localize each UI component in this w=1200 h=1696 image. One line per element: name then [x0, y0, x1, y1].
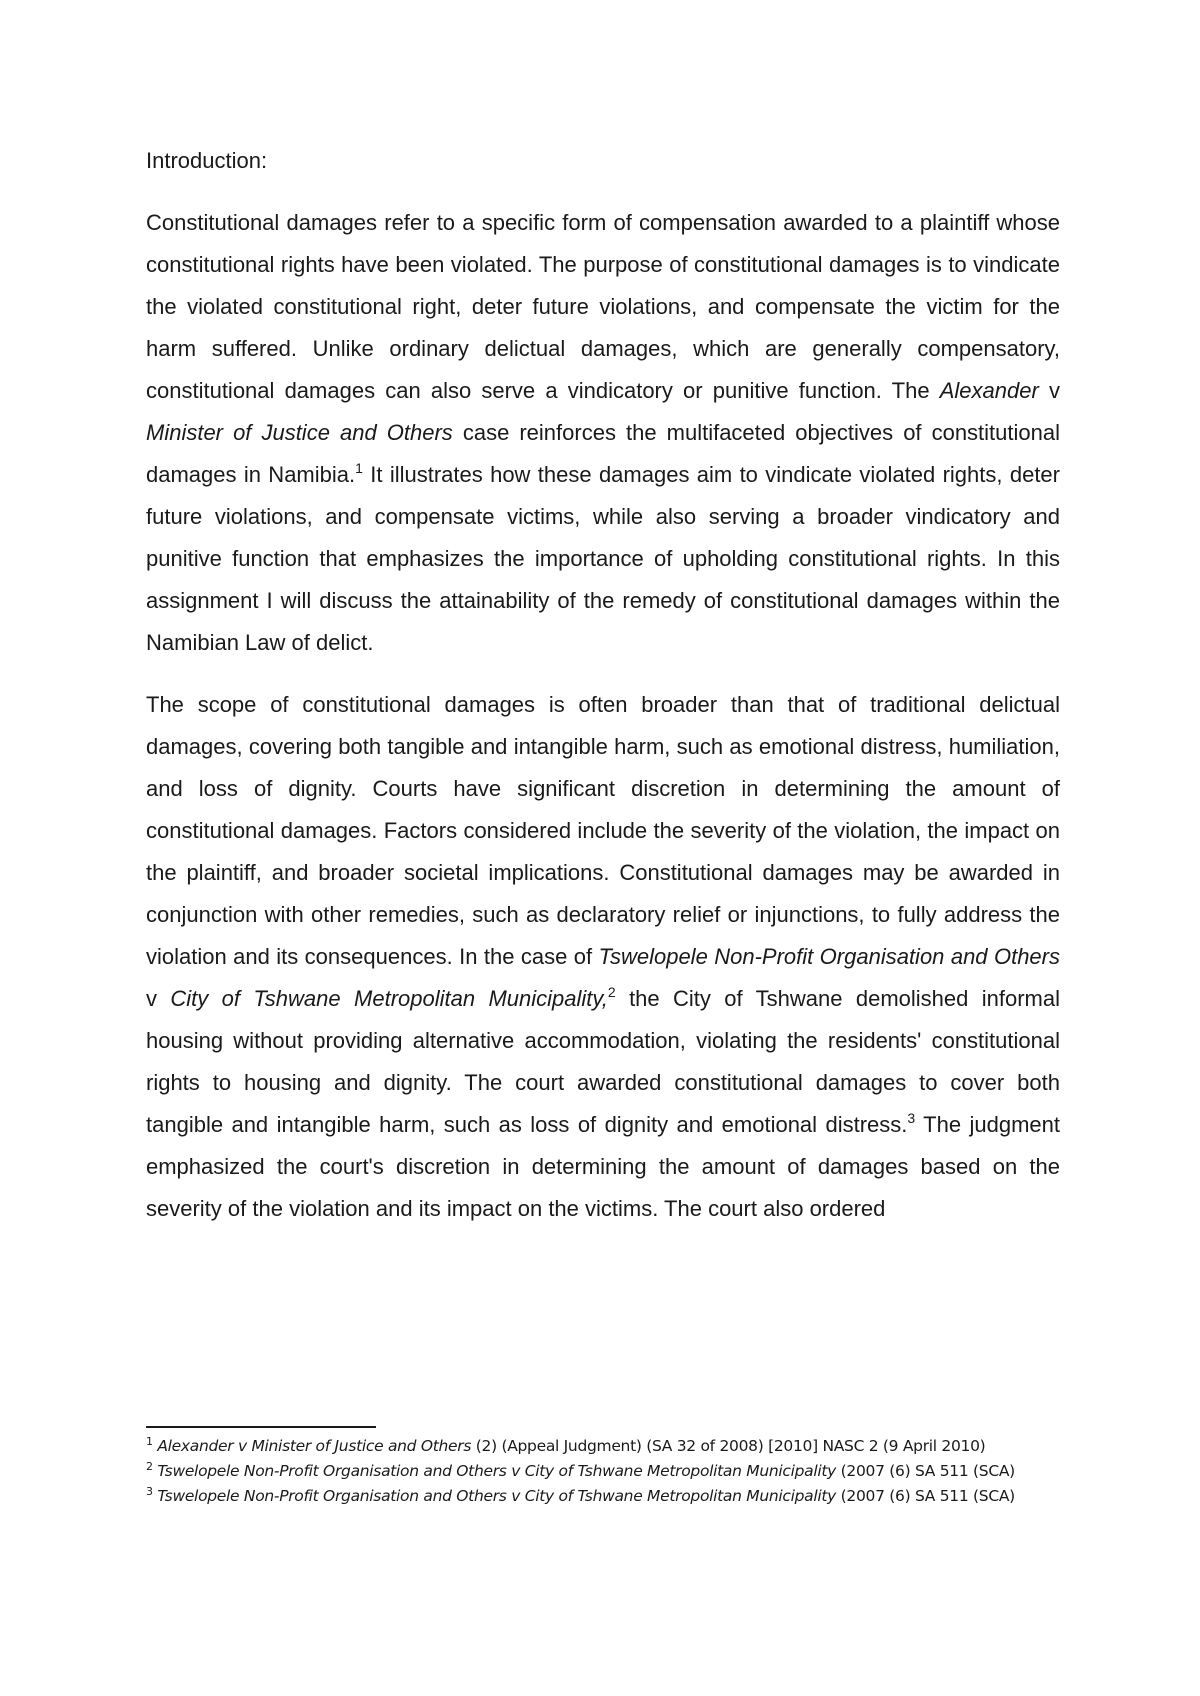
footnote-2-citation: (2007 (6) SA 511 (SCA) — [836, 1462, 1015, 1480]
paragraph-2 — [146, 684, 1060, 1230]
footnote-2-title: Tswelopele Non-Profit Organisation and Others v City of Tshwane Metropolitan Municipality — [157, 1462, 837, 1480]
footnote-number-1: 1 — [146, 1435, 153, 1448]
p1-case-name-a: Alexander — [939, 378, 1039, 403]
p2-text-2: the City of Tshwane demolished informal housing without providing alternative accommodation, violating the residents' constitutional rights to housing and dignity. The court awarded constitutional damages to cover both tangible and intangible harm, such as loss of dignity and emotional distress. — [146, 986, 1060, 1137]
footnote-2 — [146, 1459, 1060, 1484]
p1-text-2: case reinforces the multifaceted objectives of constitutional damages in Namibia. — [146, 420, 1061, 487]
p2-comma: , — [601, 986, 608, 1011]
footnotes-section — [146, 1426, 1060, 1509]
p1-text-1: Constitutional damages refer to a specific form of compensation awarded to a plaintiff whose constitutional rights have been violated. The purpose of constitutional damages is to vindicate the violated constitutional right, deter future violations, and compensate the victim for the harm suffered. Unlike ordinary delictual damages, which are generally compensatory, constitutional damages can also serve a vindicatory or punitive function. The — [146, 210, 1060, 403]
p2-versus: v — [146, 986, 171, 1011]
p2-text-3: The judgment emphasized the court's discretion in determining the amount of damages based on the severity of the violation and its impact on the victims. The court also ordered — [146, 1112, 1060, 1221]
footnote-3 — [146, 1484, 1060, 1509]
p2-case-name-b: City of Tshwane Metropolitan Municipality — [170, 986, 602, 1011]
section-heading: Introduction: — [146, 148, 268, 173]
footnote-number-3: 3 — [146, 1485, 153, 1498]
p2-text-1: The scope of constitutional damages is often broader than that of traditional delictual damages, covering both tangible and intangible harm, such as emotional distress, humiliation, and loss of dignity. Courts have significant discretion in determining the amount of constitutional damages. Factors considered include the severity of the violation, the impact on the plaintiff, and broader societal implications. Constitutional damages may be awarded in conjunction with other remedies, such as declaratory relief or injunctions, to fully address the violation and its consequences. In the case of — [146, 692, 1060, 969]
footnote-ref-1[interactable]: 1 — [355, 460, 363, 476]
footnote-3-title: Tswelopele Non-Profit Organisation and Others v City of Tshwane Metropolitan Municipality — [157, 1487, 837, 1505]
footnote-number-2: 2 — [146, 1460, 153, 1473]
p2-case-name-a: Tswelopele Non-Profit Organisation and Others — [598, 944, 1060, 969]
footnote-1 — [146, 1434, 1060, 1459]
p1-text-3: It illustrates how these damages aim to vindicate violated rights, deter future violations, and compensate victims, while also serving a broader vindicatory and punitive function that emphasizes the importance of upholding constitutional rights. In this assignment I will discuss the attainability of the remedy of constitutional damages within the Namibian Law of delict. — [146, 462, 1060, 655]
footnote-1-title: Alexander v Minister of Justice and Others — [157, 1437, 472, 1455]
footnote-3-citation: (2007 (6) SA 511 (SCA) — [836, 1487, 1015, 1505]
p1-case-name-b: Minister of Justice and Others — [146, 420, 453, 445]
footnote-ref-3[interactable]: 3 — [907, 1110, 916, 1126]
footnote-1-citation: (2) (Appeal Judgment) (SA 32 of 2008) [2010] NASC 2 (9 April 2010) — [471, 1437, 986, 1455]
footnote-ref-2[interactable]: 2 — [607, 984, 616, 1000]
footnote-separator — [146, 1426, 376, 1428]
body-text — [146, 140, 1060, 1250]
p1-versus: v — [1038, 378, 1060, 403]
paragraph-1 — [146, 202, 1060, 664]
